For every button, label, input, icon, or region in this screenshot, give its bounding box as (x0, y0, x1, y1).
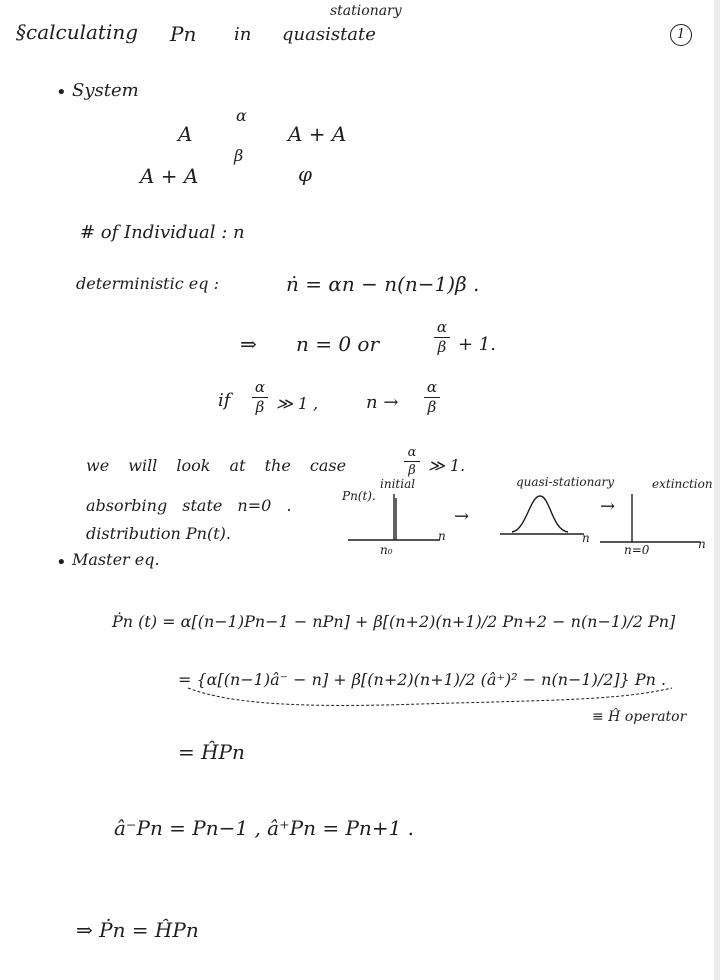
if-result: n → (366, 392, 399, 413)
extinction-label: extinction (652, 477, 713, 491)
sketch-arrow-2: → (600, 496, 616, 517)
sketch-axis-n-1: n (438, 529, 446, 543)
system-label: System (72, 80, 139, 101)
if-result-fraction: α β (424, 380, 440, 415)
reaction1-right: A + A (288, 122, 347, 146)
page-edge (714, 0, 720, 980)
if-label: if (218, 390, 231, 411)
distribution-line: distribution Pn(t). (86, 524, 231, 543)
solutions-fraction: α β (434, 320, 450, 355)
operator-note: ≡ Ĥ operator (592, 709, 687, 725)
case-condition: ≫ 1. (428, 456, 466, 475)
reaction2-right: φ (298, 162, 313, 186)
sketch2-hump (512, 496, 568, 532)
individual-line: # of Individual : n (80, 222, 245, 243)
final-equation: ⇒ Ṗn = ĤPn (76, 918, 199, 942)
deterministic-label: deterministic eq : (76, 274, 219, 293)
stationary-insert: stationary (330, 3, 402, 19)
implies-arrow: ⇒ (240, 332, 257, 356)
absorbing-line: absorbing state n=0 . (86, 496, 292, 515)
if-condition: ≫ 1 , (276, 394, 319, 413)
solutions-suffix: + 1. (458, 334, 496, 355)
deterministic-equation: ṅ = αn − n(n−1)β . (286, 272, 480, 296)
case-text: we will look at the case (86, 456, 347, 475)
pn-symbol: Pn (170, 22, 197, 46)
master-equation-line3: = ĤPn (178, 740, 245, 764)
sketch-n-eq-0: n=0 (624, 543, 650, 557)
master-equation-line2: = {α[(n−1)â⁻ − n] + β[(n+2)(n+1)/2 (â⁺)² − n(n−1)/2]} Pn . (178, 670, 667, 689)
in-word: in (234, 24, 252, 45)
reaction2-rate: β (234, 146, 244, 165)
sketch-initial-label: initial (380, 477, 416, 491)
if-fraction: α β (252, 380, 268, 415)
page-number-badge: 1 (670, 24, 692, 46)
operator-underbrace (188, 688, 672, 705)
quasi-stationary-label: quasi-stationary (516, 475, 615, 489)
case-fraction: α β (404, 446, 420, 477)
sketch-n0-label: n₀ (380, 543, 393, 557)
section-title: §calculating (16, 20, 139, 44)
system-bullet: • (56, 82, 67, 103)
quasistate-word: quasistate (282, 24, 376, 45)
sketch-ylabel: Pn(t). (342, 489, 376, 503)
reaction2-left: A + A (140, 164, 199, 188)
reaction1-left: A (178, 122, 193, 146)
sketch-axis-n-2: n (582, 531, 590, 545)
master-equation-line1: Ṗn (t) = α[(n−1)Pn−1 − nPn] + β[(n+2)(n+1)/2 Pn+2 − n(n−1)/2 Pn] (112, 612, 676, 631)
sketch-arrow-1: → (454, 506, 470, 527)
master-label: Master eq. (72, 550, 160, 569)
ladder-operators: â⁻Pn = Pn−1 , â⁺Pn = Pn+1 . (114, 816, 415, 840)
master-bullet: • (56, 552, 67, 573)
sketch-axis-n-3: n (698, 537, 706, 551)
solutions-prefix: n = 0 or (296, 332, 380, 356)
reaction1-rate: α (236, 106, 247, 125)
